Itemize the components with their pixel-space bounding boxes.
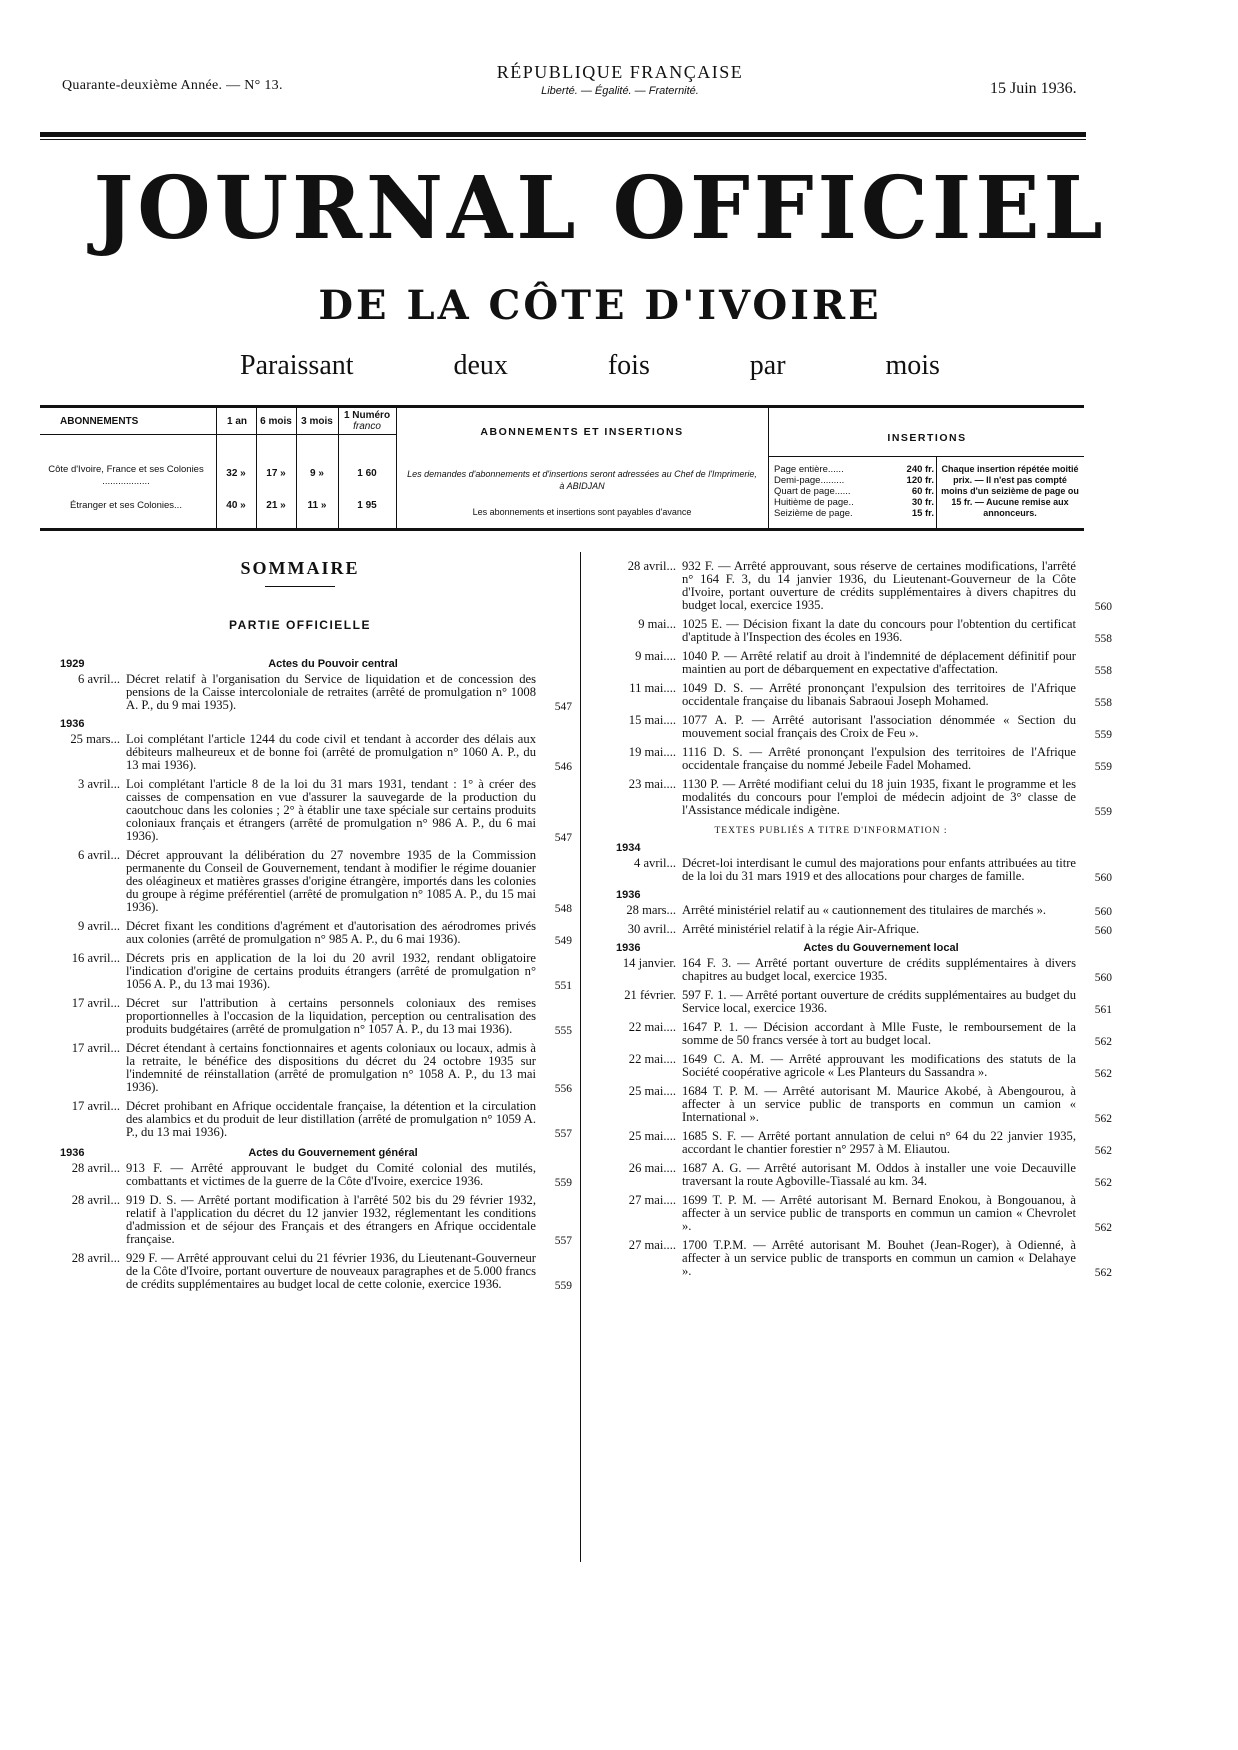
entry-page: 560: [1094, 872, 1112, 884]
entry-date: 11 mai....: [629, 681, 676, 695]
entry-date: 17 avril...: [71, 996, 120, 1010]
republic-block: [420, 62, 820, 97]
entry-date: 16 avril...: [71, 951, 120, 965]
entry-date: 25 mai....: [628, 1084, 676, 1098]
entry-date: 27 mai....: [628, 1238, 676, 1252]
col-1an: 1 an: [226, 416, 247, 427]
entry-text: 1130 P. — Arrêté modifiant celui du 18 juin 1935, fixant le programme et les modalités du concours pour l'emploi de médecin adjoint de 3° classe de l'Assistance médicale indigène.: [682, 777, 1076, 817]
issue-number: Quarante-deuxième Année. — N° 13.: [62, 78, 283, 93]
year-heading: [616, 889, 1076, 902]
ins-label: Demi-page.........: [774, 475, 845, 486]
ins-price-list: [774, 464, 934, 519]
entry-text: 1077 A. P. — Arrêté autorisant l'association dénommée « Section du mouvement social français des Croix de Feu ».: [682, 713, 1076, 740]
sommaire-entry: [30, 919, 572, 947]
sommaire-entry: [30, 1161, 572, 1189]
sommaire-entry: [30, 672, 572, 713]
entry-text: 1647 P. 1. — Décision accordant à Mlle Fuste, le remboursement de la somme de 50 francs versée à tort au budget local.: [682, 1020, 1076, 1047]
entry-text: 919 D. S. — Arrêté portant modification à l'arrêté 502 bis du 29 février 1932, relatif à l'application du décret du 12 janvier 1932, réglementant les conditions d'admission et de séjour des Français et des étrangers en Afrique occidentale française.: [126, 1193, 536, 1246]
ins-price: 120 fr.: [906, 475, 934, 486]
ins-label: Page entière......: [774, 464, 844, 475]
mid-text2: Les abonnements et insertions sont payables d'avance: [472, 507, 692, 517]
entry-list: [586, 956, 1112, 1279]
ins-price: 30 fr.: [911, 497, 934, 508]
entry-page: 547: [554, 701, 572, 713]
sommaire-title: SOMMAIRE: [240, 558, 360, 578]
ins-note: Chaque insertion répétée moitié prix. — Il n'est pas compté moins d'un seizième de page ou 15 fr. — Aucune remise aux annonceurs.: [941, 464, 1079, 518]
sommaire-entry: [30, 732, 572, 773]
entry-page: 559: [554, 1280, 572, 1292]
col-3mois: 3 mois: [301, 416, 333, 427]
info-heading: TEXTES PUBLIÉS A TITRE D'INFORMATION :: [714, 826, 948, 836]
entry-text: 1049 D. S. — Arrêté prononçant l'expulsion des territoires de l'Afrique occidentale française du libanais Sabraoui Joseph Mohamed.: [682, 681, 1076, 708]
sommaire-entry: [30, 848, 572, 915]
entry-text: 1684 T. P. M. — Arrêté autorisant M. Maurice Akobé, à Abengourou, à affecter à un service public de transports en commun un camion « International ».: [682, 1084, 1076, 1124]
entry-text: Arrêté ministériel relatif à la régie Air-Afrique.: [682, 922, 920, 936]
sommaire-entry: [586, 956, 1112, 984]
entry-date: 28 avril...: [71, 1161, 120, 1175]
row2-3mois: 11 »: [307, 500, 327, 511]
issue-date: 15 Juin 1936.: [990, 80, 1077, 97]
tagline-word: mois: [885, 350, 940, 381]
section-year: 1936: [616, 889, 641, 901]
sommaire-entry: [586, 1238, 1112, 1279]
entry-text: 164 F. 3. — Arrêté portant ouverture de crédits supplémentaires à divers chapitres au budget local, exercice 1935.: [682, 956, 1076, 983]
entry-text: Loi complétant l'article 8 de la loi du 31 mars 1931, tendant : 1° à créer des caisses de compensation en vue d'assurer la sauvegarde de la production du caoutchouc dans les colonies ; 2° à établir une taxe spéciale sur certains produits coloniaux français et étrangers (arrêté de promulgation n° 986 A. P., du 6 mai 1936).: [126, 777, 536, 843]
entry-text: 1040 P. — Arrêté relatif au droit à l'indemnité de déplacement définitif pour maintien au port de débarquement en expectative d'affectation.: [682, 649, 1076, 676]
sommaire-entry: [30, 1099, 572, 1140]
entry-date: 17 avril...: [71, 1041, 120, 1055]
sommaire-entry: [30, 996, 572, 1037]
column-divider: [580, 552, 581, 1562]
entry-page: 558: [1094, 697, 1112, 709]
sommaire-entry: [586, 856, 1112, 884]
entry-text: Décret prohibant en Afrique occidentale française, la détention et la circulation des alambics et du produit de leur distillation (arrêté de promulgation n° 1059 A. P., du 13 mai 1936).: [126, 1099, 536, 1139]
entry-date: 25 mars...: [70, 732, 120, 746]
row1-numero: 1 60: [357, 468, 377, 479]
entry-text: 1685 S. F. — Arrêté portant annulation de celui n° 64 du 22 janvier 1935, accordant le chantier forestier n° 2957 à M. Eliautou.: [682, 1129, 1076, 1156]
entry-date: 9 mai...: [638, 617, 676, 631]
section-year: 1929: [60, 658, 85, 670]
entry-page: 562: [1094, 1222, 1112, 1234]
entry-text: Décret sur l'attribution à certains personnels coloniaux des remises proportionnelles à l'occasion de la liquidation, perception ou centralisation des produits budgétaires (arrêté de promulgation n° 1057 A. P., du 13 mai 1936).: [126, 996, 536, 1036]
entry-page: 560: [1094, 906, 1112, 918]
row2-numero: 1 95: [357, 500, 377, 511]
entry-text: 1025 E. — Décision fixant la date du concours pour l'obtention du certificat d'aptitude à l'Inspection des écoles en 1936.: [682, 617, 1076, 644]
entry-page: 562: [1094, 1267, 1112, 1279]
entry-page: 558: [1094, 665, 1112, 677]
section-title: Actes du Pouvoir central: [268, 658, 398, 670]
sommaire-entry: [586, 617, 1112, 645]
right-column: [586, 559, 1112, 1284]
entry-page: 562: [1094, 1113, 1112, 1125]
sommaire-entry: [586, 988, 1112, 1016]
entry-text: 1687 A. G. — Arrêté autorisant M. Oddos à installer une voie Decauville traversant la route Agboville-Tiassalé au km. 34.: [682, 1161, 1076, 1188]
entry-text: 913 F. — Arrêté approuvant le budget du Comité colonial des mutilés, combattants et victimes de la guerre de la Côte d'Ivoire, exercice 1936.: [126, 1161, 536, 1188]
mid-text1: Les demandes d'abonnements et d'insertions seront adressées au Chef de l'Imprimerie, à ABIDJAN: [407, 469, 757, 491]
entry-text: Décret-loi interdisant le cumul des majorations pour enfants attribuées au titre de la loi du 31 mars 1919 et des allocations pour charges de famille.: [682, 856, 1076, 883]
entry-page: 562: [1094, 1068, 1112, 1080]
section-title: Actes du Gouvernement général: [248, 1147, 418, 1159]
entry-text: 597 F. 1. — Arrêté portant ouverture de crédits supplémentaires au budget du Service local, exercice 1936.: [682, 988, 1076, 1015]
sommaire-entry: [586, 713, 1112, 741]
entry-date: 25 mai....: [628, 1129, 676, 1143]
row2-1an: 40 »: [226, 500, 246, 511]
ins-price: 60 fr.: [911, 486, 934, 497]
row2-label: Étranger et ses Colonies...: [70, 500, 182, 511]
entry-list: [586, 903, 1112, 937]
entry-date: 28 avril...: [71, 1193, 120, 1207]
journal-subtitle: DE LA CÔTE D'IVOIRE: [318, 282, 882, 329]
entry-text: Décret étendant à certains fonctionnaires et agents coloniaux ou locaux, admis à la retraite, le bénéfice des dispositions du décret du 24 octobre 1935 sur l'indemnité de réinstallation (arrêté de promulgation n° 1058 A. P., du 13 mai 1936).: [126, 1041, 536, 1094]
subscription-table: [40, 405, 1084, 531]
entry-page: 555: [554, 1025, 572, 1037]
entry-date: 6 avril...: [78, 848, 120, 862]
entry-date: 9 avril...: [78, 919, 120, 933]
tagline-word: fois: [607, 350, 650, 381]
ins-label: Quart de page......: [774, 486, 851, 497]
sommaire-entry: [586, 649, 1112, 677]
entry-text: 1116 D. S. — Arrêté prononçant l'expulsion des territoires de l'Afrique occidentale française du nommé Jebeile Fadel Mohamed.: [682, 745, 1076, 772]
partie-officielle: PARTIE OFFICIELLE: [229, 618, 371, 632]
sommaire-entry: [586, 559, 1112, 613]
row2-6mois: 21 »: [266, 500, 286, 511]
entry-page: 561: [1094, 1004, 1112, 1016]
entry-page: 560: [1094, 601, 1112, 613]
entry-page: 557: [554, 1128, 572, 1140]
sommaire-divider: [265, 586, 335, 587]
entry-date: 28 mars...: [626, 903, 676, 917]
entry-date: 15 mai....: [628, 713, 676, 727]
sommaire-entry: [586, 1020, 1112, 1048]
entry-page: 560: [1094, 925, 1112, 937]
entry-date: 23 mai....: [628, 777, 676, 791]
entry-page: 558: [1094, 633, 1112, 645]
entry-text: Décret relatif à l'organisation du Service de liquidation et de concession des pensions de la Caisse intercoloniale de retraites (arrêté de promulgation n° 1008 A. P., du 9 mai 1935).: [126, 672, 536, 712]
entry-date: 30 avril...: [627, 922, 676, 936]
entry-page: 549: [554, 935, 572, 947]
mid-title: ABONNEMENTS ET INSERTIONS: [480, 426, 684, 438]
journal-title: JOURNAL OFFICIEL: [93, 158, 1107, 259]
entry-text: Décret fixant les conditions d'agrément et d'autorisation des aérodromes privés aux colonies (arrêté de promulgation n° 985 A. P., du 6 mai 1936).: [126, 919, 536, 946]
sommaire-entry: [586, 681, 1112, 709]
sommaire-entry: [586, 777, 1112, 818]
col-franco: franco: [353, 421, 381, 432]
entry-page: 557: [554, 1235, 572, 1247]
ins-label: Huitième de page..: [774, 497, 854, 508]
entry-page: 551: [554, 980, 572, 992]
entry-text: Décrets pris en application de la loi du 20 avril 1932, rendant obligatoire l'indication d'origine de certains produits étrangers (arrêté de promulgation n° 1056 A. P., du 13 mai 1936).: [126, 951, 536, 991]
ins-price: 15 fr.: [911, 508, 934, 519]
entry-text: 932 F. — Arrêté approuvant, sous réserve de certaines modifications, l'arrêté n° 164 F. 3, du 14 janvier 1936, du Lieutenant-Gouverneur de la Côte d'Ivoire, portant ouverture de crédits supplémentaires à divers chapitres du budget local, exercice 1935.: [682, 559, 1076, 612]
entry-date: 14 janvier.: [622, 956, 676, 970]
entry-page: 559: [1094, 806, 1112, 818]
entry-list: [30, 732, 572, 1140]
entry-date: 9 mai....: [635, 649, 676, 663]
entry-page: 559: [1094, 761, 1112, 773]
entry-date: 27 mai....: [628, 1193, 676, 1207]
entry-text: 1699 T. P. M. — Arrêté autorisant M. Bernard Enokou, à Bongouanou, à affecter à un service public de transports en commun un camion « Chevrolet ».: [682, 1193, 1076, 1233]
entry-page: 562: [1094, 1177, 1112, 1189]
row1-6mois: 17 »: [266, 468, 286, 479]
entry-date: 19 mai....: [628, 745, 676, 759]
ins-label: Seizième de page.: [774, 508, 853, 519]
year-heading: [616, 842, 1076, 855]
header-rule: [40, 132, 1086, 137]
entry-date: 28 avril...: [71, 1251, 120, 1265]
entry-date: 21 février.: [624, 988, 676, 1002]
entry-page: 548: [554, 903, 572, 915]
sommaire-entry: [586, 1084, 1112, 1125]
entry-text: 929 F. — Arrêté approuvant celui du 21 février 1936, du Lieutenant-Gouverneur de la Côte d'Ivoire, portant ouverture de nouveaux paragraphes et de 5.000 francs de crédits supplémentaires au budget local de cette colonie, exercice 1936.: [126, 1251, 537, 1291]
sommaire-entry: [30, 1251, 572, 1292]
entry-list: [30, 672, 572, 713]
entry-list: [586, 559, 1112, 818]
section-year: 1936: [60, 1147, 85, 1159]
entry-page: 562: [1094, 1145, 1112, 1157]
entry-text: Loi complétant l'article 1244 du code civil et tendant à accorder des délais aux débiteurs malheureux et de bonne foi (arrêté de promulgation n° 1060 A. P., du 13 mai 1936).: [126, 732, 536, 772]
entry-list: [586, 856, 1112, 884]
sommaire-entry: [30, 951, 572, 992]
entry-page: 559: [1094, 729, 1112, 741]
sommaire-entry: [30, 777, 572, 844]
col-numero: 1 Numéro: [343, 410, 391, 421]
section-title: Actes du Gouvernement local: [803, 942, 959, 954]
section-heading: [616, 942, 1076, 955]
entry-page: 559: [554, 1177, 572, 1189]
sommaire-entry: [586, 1161, 1112, 1189]
entry-page: 560: [1094, 972, 1112, 984]
tagline-word: par: [749, 350, 786, 381]
section-year: 1934: [616, 842, 641, 854]
entry-date: 4 avril...: [634, 856, 676, 870]
sommaire-entry: [30, 1193, 572, 1247]
entry-text: Décret approuvant la délibération du 27 novembre 1935 de la Commission permanente du Conseil de Gouvernement, tendant à modifier le régime douanier des oléagineux et matières grasses d'origine étrangère, importés dans les colonies du groupe à régime préférentiel (arrêté de promulgation n° 1085 A. P., du 15 mai 1936).: [126, 848, 536, 914]
section-year: 1936: [616, 942, 641, 954]
row1-1an: 32 »: [226, 468, 246, 479]
sommaire-entry: [30, 1041, 572, 1095]
col-abonnements: ABONNEMENTS: [60, 416, 139, 427]
entry-date: 17 avril...: [71, 1099, 120, 1113]
republic-name: RÉPUBLIQUE FRANÇAISE: [496, 62, 744, 82]
entry-page: 547: [554, 832, 572, 844]
entry-text: Arrêté ministériel relatif au « cautionnement des titulaires de marchés ».: [682, 903, 1047, 917]
entry-date: 28 avril...: [627, 559, 676, 573]
row1-label: Côte d'Ivoire, France et ses Colonies ..................: [48, 464, 204, 487]
tagline-word: deux: [453, 350, 508, 381]
left-column: [30, 654, 572, 1297]
sommaire-entry: [586, 1193, 1112, 1234]
col-6mois: 6 mois: [260, 416, 292, 427]
ins-title: INSERTIONS: [887, 432, 967, 444]
sommaire-entry: [586, 1129, 1112, 1157]
entry-text: 1700 T.P.M. — Arrêté autorisant M. Bouhet (Jean-Roger), à Odienné, à affecter à un service public de transports en commun un camion « Delahaye ».: [682, 1238, 1076, 1278]
sommaire-entry: [586, 1052, 1112, 1080]
entry-page: 546: [554, 761, 572, 773]
entry-date: 3 avril...: [78, 777, 120, 791]
entry-list: [30, 1161, 572, 1292]
section-heading: [60, 658, 536, 671]
section-heading: [60, 1147, 536, 1160]
sommaire-entry: [586, 745, 1112, 773]
entry-date: 6 avril...: [78, 672, 120, 686]
entry-page: 562: [1094, 1036, 1112, 1048]
year-heading: [60, 718, 536, 731]
entry-date: 22 mai....: [628, 1020, 676, 1034]
tagline-word: Paraissant: [240, 350, 354, 381]
journal-tagline: [240, 350, 940, 382]
entry-date: 26 mai....: [628, 1161, 676, 1175]
entry-page: 556: [554, 1083, 572, 1095]
header-rule-thin: [40, 139, 1086, 140]
republic-motto: Liberté. — Égalité. — Fraternité.: [541, 85, 699, 97]
entry-text: 1649 C. A. M. — Arrêté approuvant les modifications des statuts de la Société coopérative agricole « Les Planteurs du Sassandra ».: [682, 1052, 1076, 1079]
section-year: 1936: [60, 718, 85, 730]
row1-3mois: 9 »: [310, 468, 324, 479]
sommaire-entry: [586, 922, 1112, 937]
sommaire-entry: [586, 903, 1112, 918]
entry-date: 22 mai....: [628, 1052, 676, 1066]
ins-price: 240 fr.: [906, 464, 934, 475]
